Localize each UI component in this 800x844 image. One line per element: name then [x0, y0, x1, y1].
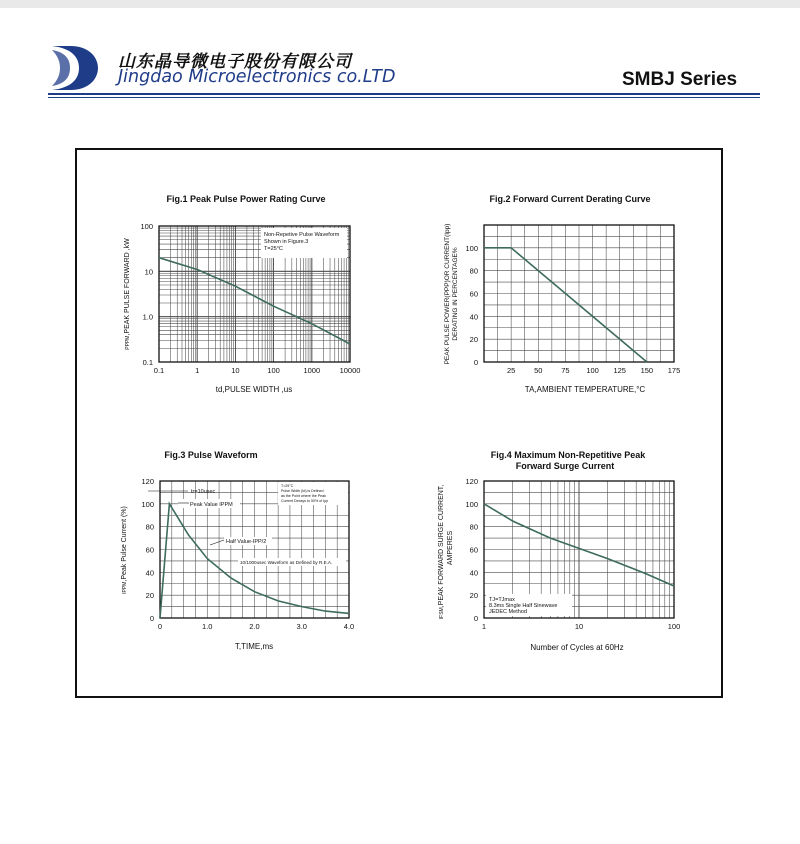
fig2-y-tick-label: 100 — [465, 243, 478, 253]
fig3-y-tick-label: 120 — [141, 477, 154, 486]
fig1-x-tick-label: 10 — [231, 366, 240, 375]
fig4-plot — [465, 477, 680, 631]
fig3-y-ticks — [141, 477, 154, 623]
fig2-y-tick-label: 20 — [469, 335, 478, 345]
fig3-x-tick-label: 3.0 — [296, 622, 307, 631]
fig3-ylabel-sub: IPPM — [122, 581, 128, 594]
fig2-ylabel-2: DERATING IN PERCENTAGE% — [452, 247, 459, 341]
fig3-plot — [141, 477, 354, 631]
fig3-half-label: Half Value-IPP/2 — [226, 539, 267, 545]
fig2-xlabel: TA,AMBIENT TEMPERATURE,°C — [524, 385, 646, 394]
company-name-en: Jingdao Microelectronics co.LTD — [118, 67, 396, 87]
fig4-x-tick-label: 10 — [574, 622, 584, 631]
fig3-note-2: Pulse Width (td) is Defined — [281, 489, 324, 493]
fig4-ylabel — [438, 485, 445, 620]
company-name-cn: 山东晶导微电子股份有限公司 — [118, 52, 352, 72]
fig1-note-3: T=25°C — [264, 246, 283, 252]
fig3-x-tick-label: 4.0 — [343, 622, 355, 631]
fig1-y-tick-label: 100 — [140, 222, 153, 231]
fig2-y-tick-label: 80 — [469, 266, 478, 276]
series-title: SMBJ Series — [622, 69, 738, 90]
fig3-waveform-label: 10/1000usec Waveform as Defined by R.E.A. — [240, 560, 333, 565]
fig4-y-tick-label: 100 — [465, 499, 478, 509]
fig3-y-tick-label: 100 — [141, 499, 154, 509]
fig1-ylabel — [124, 238, 131, 350]
fig3-note-4: Current Decays to 50% of Ipp — [281, 499, 329, 503]
fig3-title: Fig.3 Pulse Waveform — [164, 450, 258, 460]
fig1-plot — [140, 222, 360, 375]
fig4-ylabel-sub: IFSM — [439, 607, 445, 620]
fig3-y-tick-label: 40 — [145, 568, 154, 578]
fig2-y-tick-label: 40 — [469, 312, 478, 322]
fig1-x-tick-label: 100 — [267, 366, 280, 375]
fig1-y-tick-label: 0.1 — [142, 358, 153, 367]
fig3-y-tick-label: 60 — [145, 545, 154, 555]
fig3-y-tick-label: 20 — [145, 591, 154, 601]
fig3-ylabel — [121, 506, 128, 594]
fig4-x-tick-label: 1 — [481, 622, 487, 631]
fig3-x-tick-label: 1.0 — [202, 622, 213, 631]
fig1-x-tick-label: 0.1 — [153, 366, 165, 375]
fig1-ylabel-sub: PPPM — [125, 335, 131, 350]
fig4-y-tick-label: 0 — [473, 614, 478, 623]
fig1-note-1: Non-Repetive Pulse Waveform — [264, 232, 340, 238]
fig4-x-tick-label: 100 — [667, 622, 681, 631]
fig4-y-tick-label: 80 — [469, 522, 478, 532]
fig4-y-tick-label: 20 — [469, 591, 478, 601]
fig4-y-ticks — [465, 477, 478, 623]
fig1-note-2: Shown in Figure.3 — [264, 239, 309, 245]
fig4-ylabel-main: ,PEAK FORWARD SURGE CURRENT, — [438, 484, 445, 608]
fig1-y-tick-label: 10 — [144, 267, 153, 277]
fig2-x-ticks — [507, 366, 680, 375]
fig3-x-tick-label: 2.0 — [249, 622, 260, 631]
fig3-peak-label: Peak Value IPPM — [190, 502, 233, 508]
fig4-note-1: TJ=TJmax — [489, 597, 515, 603]
fig3-ylabel-main: ,Peak Pulse Current (%) — [121, 506, 128, 582]
fig4-y-tick-label: 120 — [465, 477, 478, 486]
fig4-x-ticks — [482, 622, 680, 631]
fig1-ylabel-main: ,PEAK PULSE FORWARD ,kW — [124, 238, 131, 336]
fig3-x-tick-label: 0 — [157, 622, 163, 631]
fig3-xlabel: T,TIME,ms — [234, 642, 274, 651]
fig2-y-ticks — [465, 244, 478, 367]
fig1-title: Fig.1 Peak Pulse Power Rating Curve — [166, 194, 326, 204]
fig4-y-tick-label: 60 — [469, 545, 478, 555]
fig2-plot — [465, 225, 680, 375]
fig2-title: Fig.2 Forward Current Derating Curve — [489, 194, 651, 204]
fig1-x-tick-label: 1000 — [303, 366, 321, 375]
fig1-x-ticks — [154, 366, 361, 375]
fig4-note-2: 8.3ms Single Half Sinewave — [489, 603, 558, 609]
fig1-curve — [159, 258, 350, 344]
fig2-ylabel-1: PEAK PULSE POWER(PPP)OR CURRENT(Ipp) — [444, 223, 451, 365]
fig2-y-tick-label: 60 — [469, 289, 478, 299]
fig2-x-tick-label: 50 — [534, 366, 543, 375]
fig3-half-arrow — [210, 540, 224, 545]
fig4-title-1: Fig.4 Maximum Non-Repetitive Peak — [490, 450, 646, 460]
fig4-note-3: JEDEC Method — [489, 609, 527, 615]
fig2-x-tick-label: 175 — [667, 366, 681, 375]
fig4-ylabel-2: AMPERES — [447, 530, 454, 566]
fig3-y-tick-label: 0 — [149, 614, 154, 623]
fig2-y-tick-label: 0 — [473, 358, 478, 367]
fig1-x-tick-label: 1 — [195, 366, 200, 375]
fig1-y-ticks — [140, 222, 153, 367]
fig1-y-tick-label: 1.0 — [142, 312, 153, 322]
fig2-grid — [484, 225, 674, 362]
fig4-xlabel: Number of Cycles at 60Hz — [530, 643, 624, 652]
fig3-note-1: T=25°C — [281, 484, 294, 488]
fig2-x-tick-label: 125 — [613, 366, 626, 375]
fig2-x-tick-label: 100 — [586, 366, 599, 375]
fig3-x-ticks — [158, 622, 354, 631]
fig2-x-tick-label: 150 — [640, 366, 654, 375]
fig2-x-tick-label: 25 — [506, 366, 516, 375]
fig3-y-tick-label: 80 — [145, 522, 154, 532]
fig4-y-tick-label: 40 — [469, 568, 478, 578]
fig3-tr-label: tr=10usec — [191, 489, 216, 495]
fig4-title-2: Forward Surge Current — [515, 461, 615, 471]
fig2-x-tick-label: 75 — [561, 366, 570, 375]
fig3-note-3: as the Point where the Peak — [281, 494, 326, 498]
fig1-xlabel: td,PULSE WIDTH ,us — [215, 385, 293, 394]
fig1-x-tick-label: 10000 — [339, 366, 361, 375]
